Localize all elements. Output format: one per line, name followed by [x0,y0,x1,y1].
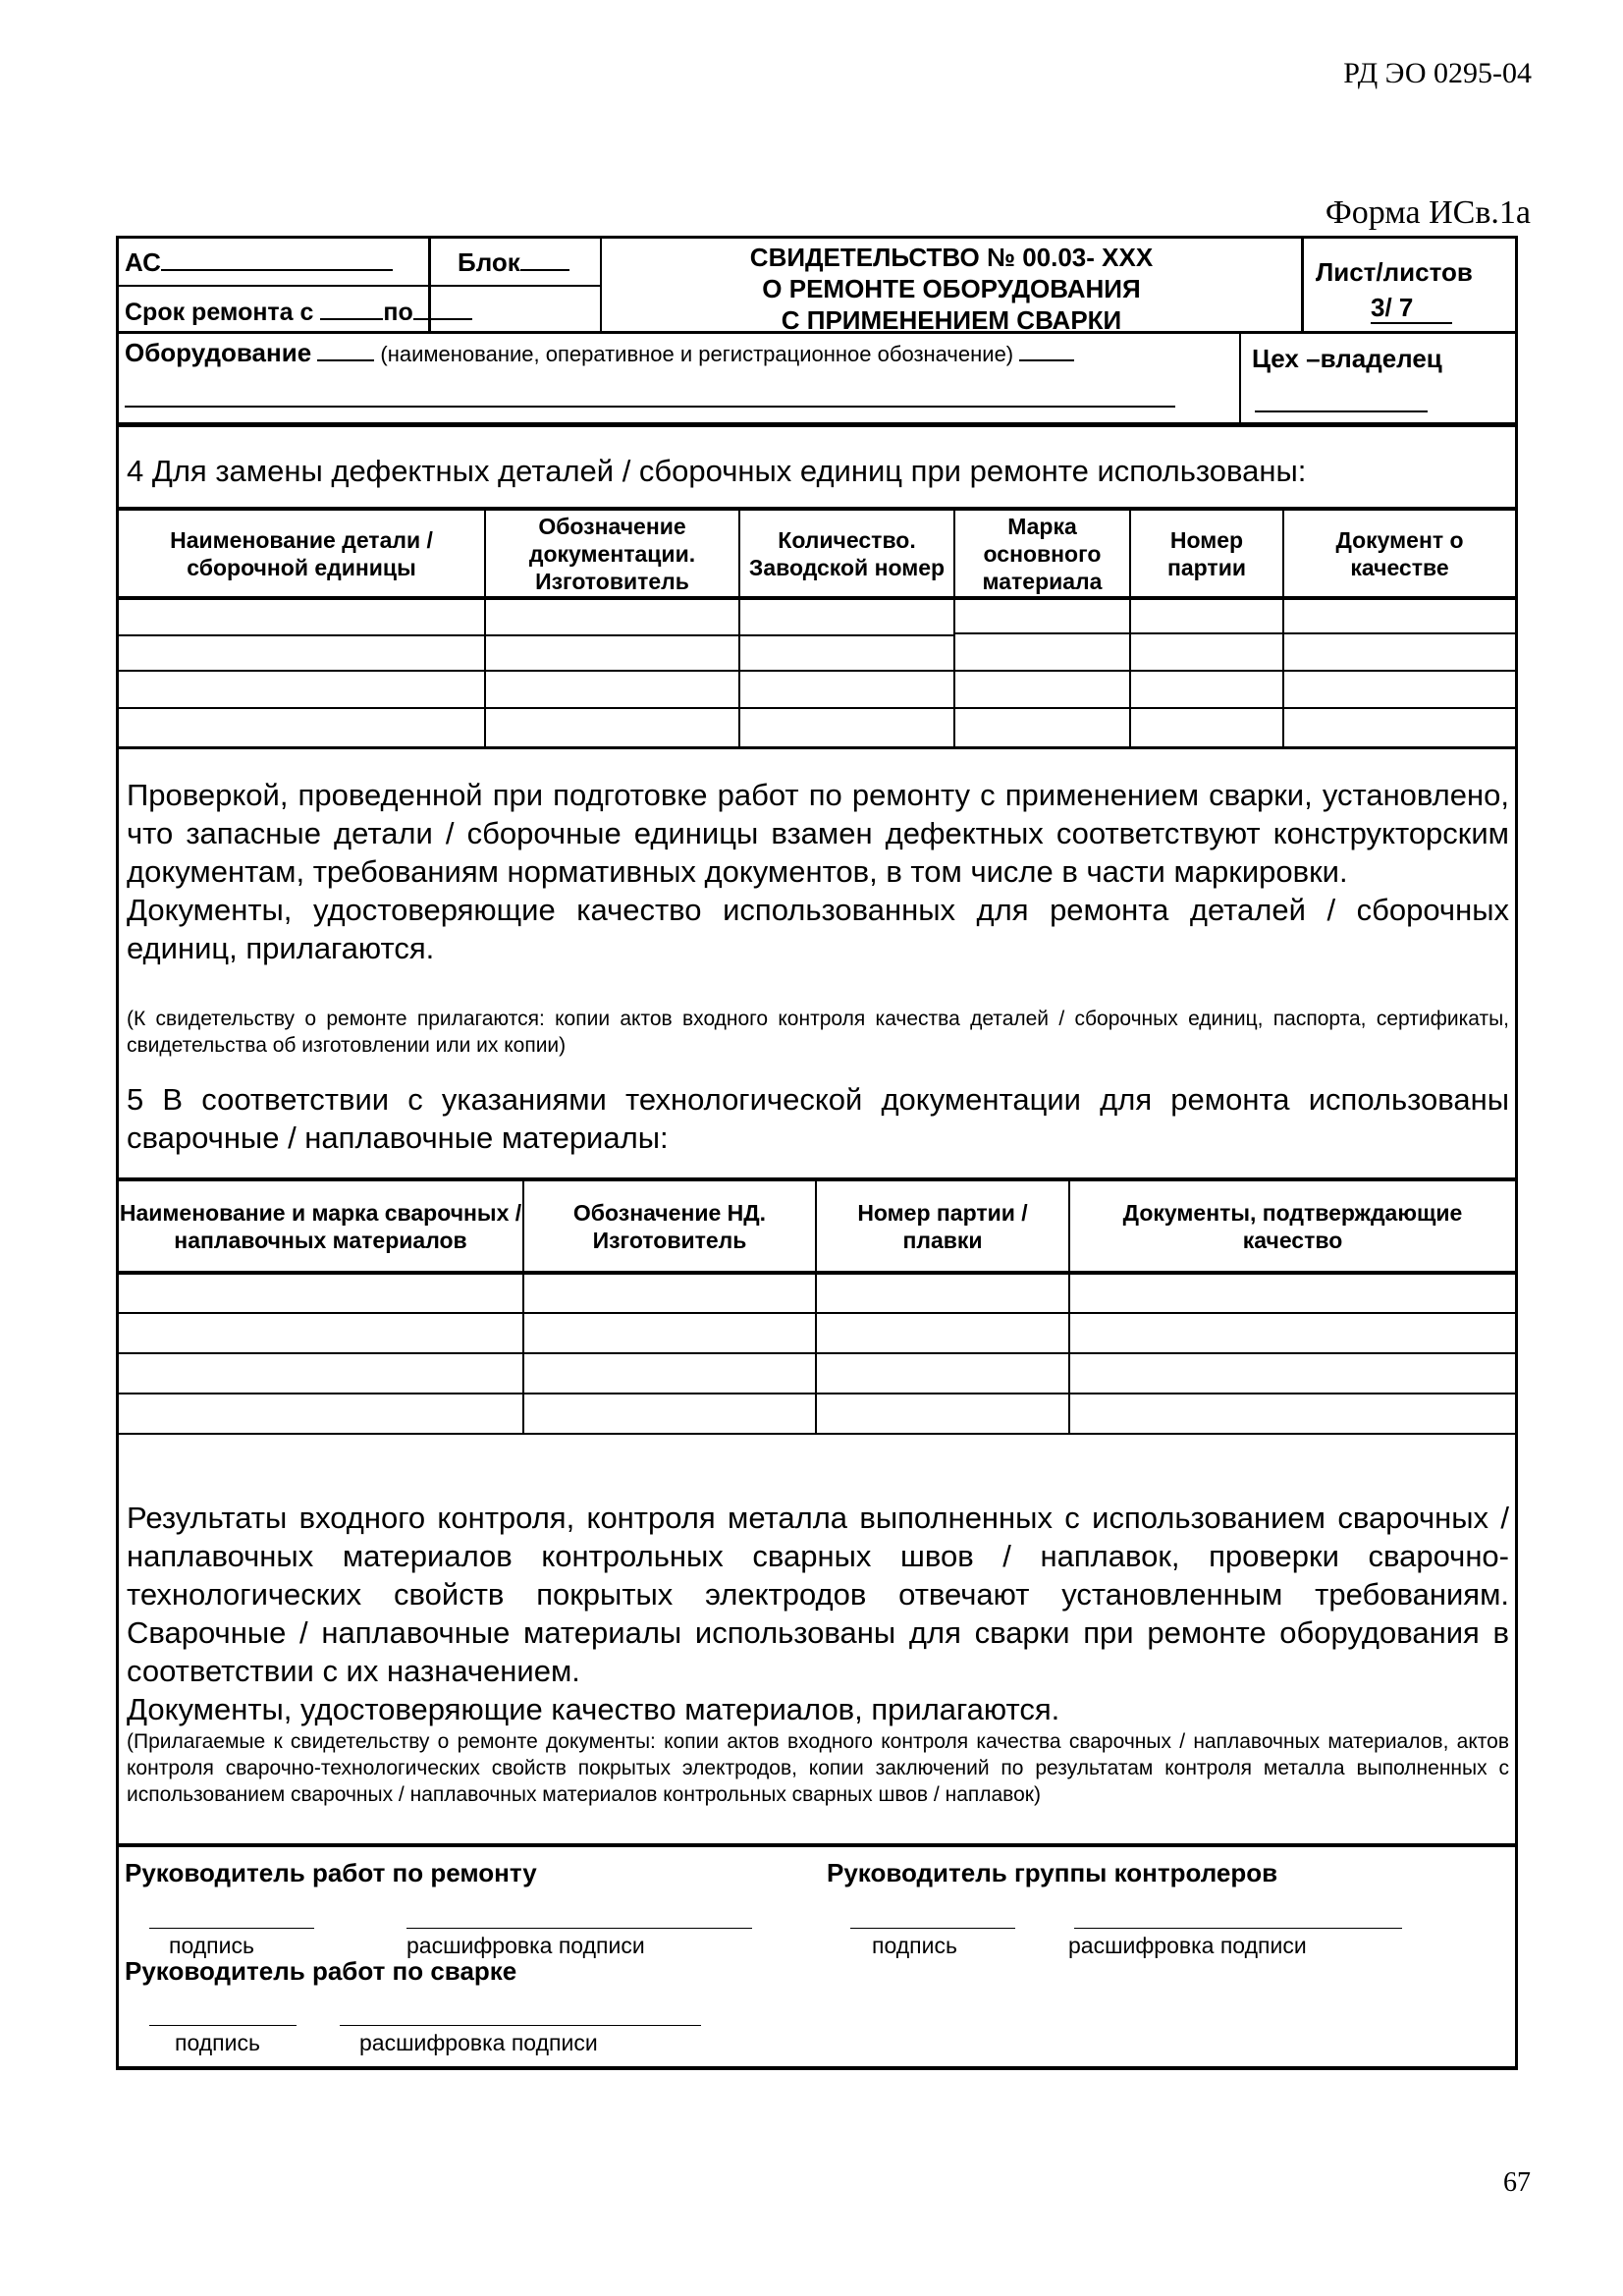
col-batch-melt: Номер партии / плавки [857,1200,1028,1253]
col-material-name: Наименование и марка сварочных / наплавочных материалов [119,1200,522,1253]
col-documentation: Обозначение документации. Изготовитель [528,514,696,594]
col-nd-designation: Обозначение НД. Изготовитель [572,1200,767,1253]
repair-head-decode-caption: расшифровка подписи [406,1933,645,1958]
sheet-value: 3/ 7 [1351,293,1452,323]
section5-note: (Прилагаемые к свидетельству о ремонте документы: копии актов входного контроля качества сварочных / наплавочных материалов, актов контроля сварочно-технологических свойств покрытых электродов, копии заключений по результатам контроля металла выполненных с использованием сварочных / наплавочных материалов контрольных сварных швов / наплавок) [127,1730,1509,1806]
block-field: Блок [458,247,569,278]
section4-note: (К свидетельству о ремонте прилагаются: копии актов входного контроля качества деталей / сборочных единиц, паспорта, сертификаты, свидетельства об изготовлении или их копии) [127,1008,1509,1057]
section4-heading: 4 Для замены дефектных деталей / сборочных единиц при ремонте использованы: [127,454,1307,488]
as-field: АС [125,247,393,278]
control-head-label: Руководитель группы контролеров [827,1858,1278,1887]
document-code: РД ЭО 0295-04 [1343,57,1532,89]
control-head-decode-caption: расшифровка подписи [1068,1933,1307,1958]
certificate-title: СВИДЕТЕЛЬСТВО № 00.03- XXX О РЕМОНТЕ ОБОРУДОВАНИЯ С ПРИМЕНЕНИЕМ СВАРКИ [749,243,1154,335]
equipment-field: Оборудование (наименование, оперативное и регистрационное обозначение) [125,338,1074,368]
repair-head-label: Руководитель работ по ремонту [125,1858,537,1887]
col-batch-number: Номер партии [1167,527,1246,580]
section5-text: Результаты входного контроля, контроля металла выполненных с использованием сварочных / наплавочных материалов контрольных сварных швов / наплавок, проверки сварочно-технологических свойств покрытых электродов отвечают установленным требованиям. Сварочные / наплавочные материалы использованы для сварки при ремонте оборудования в соответствии с их назначением. Документы, удостоверяющие качество материалов, прилагаются. [127,1501,1509,1726]
col-part-name: Наименование детали / сборочной единицы [170,527,433,580]
section5-heading: 5 В соответствии с указаниями технологической документации для ремонта использованы сварочные / наплавочные материалы: [127,1082,1509,1155]
sheet-label: Лист/листов [1316,257,1473,287]
page-number: 67 [1503,2167,1531,2198]
col-quality-docs: Документы, подтверждающие качество [1122,1200,1463,1253]
welding-head-sign-caption: подпись [175,2030,260,2055]
repair-head-sign-caption: подпись [169,1933,254,1958]
col-quality-doc: Документ о качестве [1335,527,1464,580]
repair-period-field: Срок ремонта с по [125,297,472,327]
form-frame [116,236,1518,2072]
welding-head-label: Руководитель работ по сварке [125,1956,517,1986]
section4-text: Проверкой, проведенной при подготовке работ по ремонту с применением сварки, установлено, что запасные детали / сборочные единицы взамен дефектных соответствуют конструкторским документам, требованиям нормативных документов, в том числе в части маркировки. Документы, удостоверяющие качество использованных для ремонта деталей / сборочных единиц, прилагаются. [127,778,1509,965]
control-head-sign-caption: подпись [872,1933,957,1958]
col-quantity: Количество. Заводской номер [748,527,946,580]
welding-head-decode-caption: расшифровка подписи [359,2030,598,2055]
form-label: Форма ИСв.1а [1325,194,1531,231]
col-material-grade: Марка основного материала [982,514,1103,594]
workshop-label: Цех –владелец [1252,344,1442,373]
